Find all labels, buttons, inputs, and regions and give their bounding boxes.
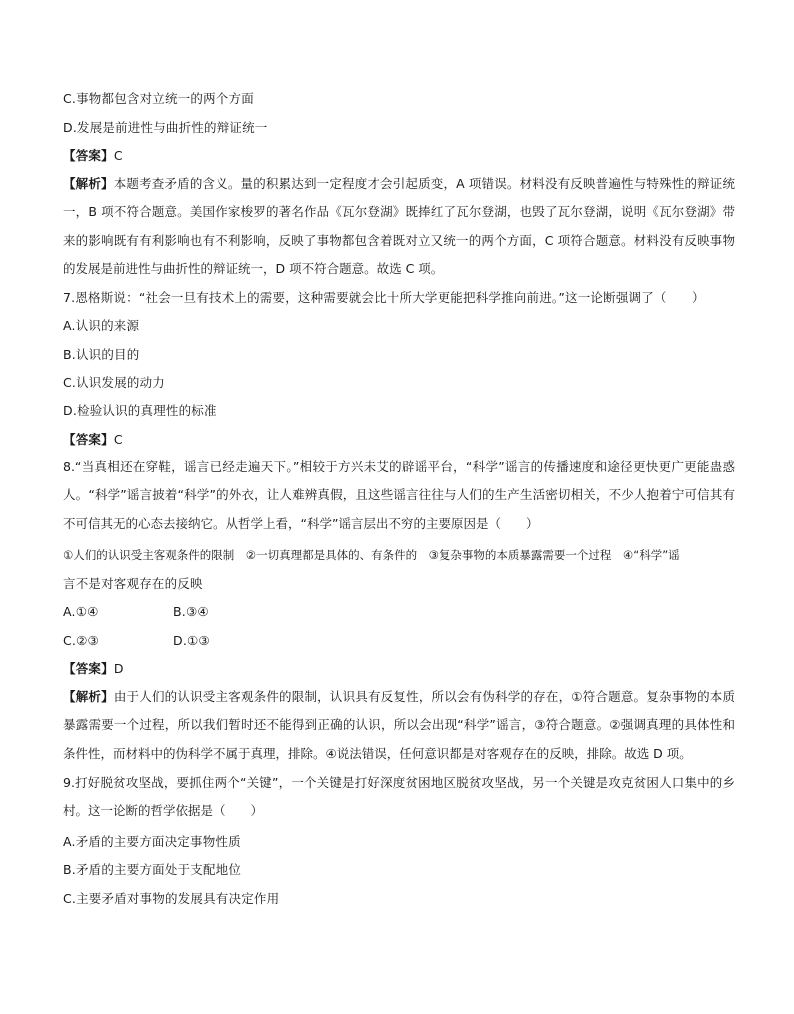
answer-value: C <box>113 148 123 163</box>
q7-stem: 7.恩格斯说：“社会一旦有技术上的需要，这种需要就会比十所大学更能把科学推向前进。”这一论断强调了（ ） <box>63 290 705 305</box>
answer-label: 【答案】 <box>63 148 114 163</box>
q7-answer <box>63 432 123 448</box>
analysis-text: 本题考查矛盾的含义。量的积累达到一定程度才会引起质变，A 项错误。材料没有反映普遍性与特殊性的辩证统一，B 项不符合题意。美国作家梭罗的著名作品《瓦尔登湖》既捧红了瓦尔登湖，也毁了瓦尔登湖，说明《瓦尔登湖》带来的影响既有有利影响也有不利影响，反映了事物都包含着既对立又统一的两个方面，C 项符合题意。材料没有反映事物的发展是前进性与曲折性的辩证统一，D 项不符合题意。故选 C 项。 <box>63 176 735 276</box>
analysis-label: 【解析】 <box>63 689 114 704</box>
q9-stem: 9.打好脱贫攻坚战，要抓住两个“关键”，一个关键是打好深度贫困地区脱贫攻坚战，另一个关键是攻克贫困人口集中的乡村。这一论断的哲学依据是（ ） <box>63 775 735 819</box>
q8-statements-line1: ①人们的认识受主客观条件的限制 ②一切真理都是具体的、有条件的 ③复杂事物的本质暴露需要一个过程 ④“科学”谣 <box>63 548 680 562</box>
analysis-text: 由于人们的认识受主客观条件的限制，认识具有反复性，所以会有伪科学的存在，①符合题意。复杂事物的本质暴露需要一个过程，所以我们暂时还不能得到正确的认识，所以会出现“科学”谣言，③符合题意。②强调真理的具体性和条件性，而材料中的伪科学不属于真理，排除。④说法错误，任何意识都是对客观存在的反映，排除。故选 D 项。 <box>63 689 735 761</box>
analysis-label: 【解析】 <box>63 176 114 191</box>
q8-option-c: C.②③ <box>63 633 99 648</box>
q6-analysis <box>63 170 735 283</box>
answer-value: D <box>113 661 124 676</box>
q8-options-row1 <box>63 604 99 620</box>
q6-answer <box>63 148 123 164</box>
q8-option-d: D.①③ <box>173 633 210 648</box>
q8-option-a: A.①④ <box>63 604 99 619</box>
q8-stem: 8.“当真相还在穿鞋，谣言已经走遍天下。”相较于方兴未艾的辟谣平台，“科学”谣言的传播速度和途径更快更广更能蛊惑人。“科学”谣言披着“科学”的外衣，让人难辨真假，且这些谣言往往与人们的生产生活密切相关，不少人抱着宁可信其有不可信其无的心态去接纳它。从哲学上看，“科学”谣言层出不穷的主要原因是（ ） <box>63 459 735 531</box>
answer-value: C <box>113 432 123 447</box>
q7-option-a: A.认识的来源 <box>63 318 140 333</box>
q7-option-b: B.认识的目的 <box>63 347 140 362</box>
q9-option-b: B.矛盾的主要方面处于支配地位 <box>63 862 242 877</box>
q9-option-a: A.矛盾的主要方面决定事物性质 <box>63 834 241 849</box>
answer-label: 【答案】 <box>63 432 114 447</box>
q8-statements-line2: 言不是对客观存在的反映 <box>63 576 203 591</box>
q7-option-c: C.认识发展的动力 <box>63 375 166 390</box>
q8-options-row2 <box>63 633 99 649</box>
q7-option-d: D.检验认识的真理性的标准 <box>63 403 217 418</box>
q6-option-c: C.事物都包含对立统一的两个方面 <box>63 91 254 106</box>
q8-analysis <box>63 683 735 768</box>
q8-option-b: B.③④ <box>173 604 209 619</box>
q9-option-c: C.主要矛盾对事物的发展具有决定作用 <box>63 891 280 906</box>
q8-answer <box>63 661 124 677</box>
q6-option-d: D.发展是前进性与曲折性的辩证统一 <box>63 120 268 135</box>
answer-label: 【答案】 <box>63 661 114 676</box>
